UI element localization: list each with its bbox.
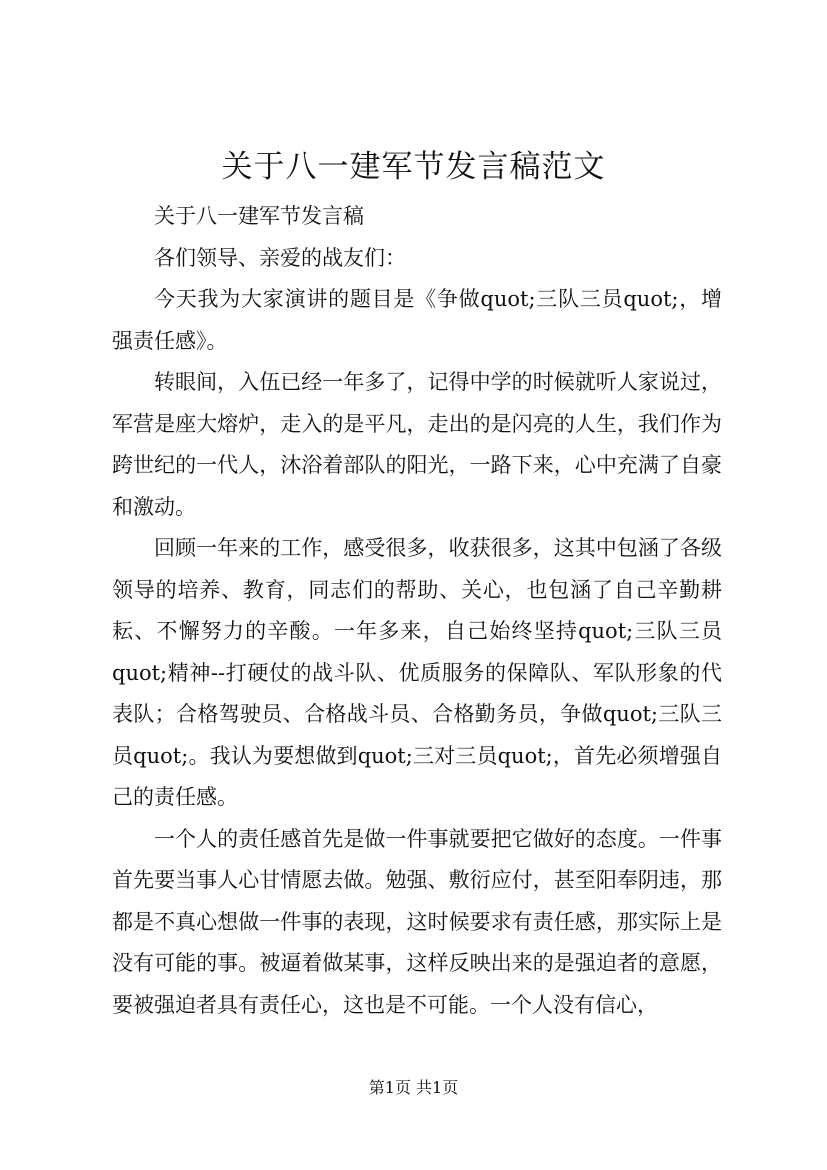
paragraph-enlistment: 转眼间，入伍已经一年多了，记得中学的时候就听人家说过，军营是座大熔炉，走入的是平凡，走出的是闪亮的人生，我们作为跨世纪的一代人，沐浴着部队的阳光，一路下来，心中充满了自豪和激动。: [112, 370, 722, 519]
page-footer: 第1页 共1页: [368, 1078, 459, 1097]
paragraph-review: 回顾一年来的工作，感受很多，收获很多，这其中包涵了各级领导的培养、教育，同志们的帮助、关心，也包涵了自己辛勤耕耘、不懈努力的辛酸。一年多来，自己始终坚持quot;三队三员quot;精神--打硬仗的战斗队、优质服务的保障队、军队形象的代表队；合格驾驶员、合格战斗员、合格勤务员，争做quot;三队三员quot;。我认为要想做到quot;三对三员quot;，首先必须增强自己的责任感。: [112, 536, 722, 809]
paragraph-subtitle: 关于八一建军节发言稿: [154, 204, 364, 228]
document-title: 关于八一建军节发言稿范文: [221, 149, 606, 185]
paragraph-salutation: 各们领导、亲爱的战友们：: [154, 245, 406, 270]
paragraph-topic: 今天我为大家演讲的题目是《争做quot;三队三员quot;，增强责任感》。: [112, 287, 722, 353]
document-body: [112, 196, 722, 1026]
paragraph-responsibility: 一个人的责任感首先是做一件事就要把它做好的态度。一件事首先要当事人心甘情愿去做。勉强、敷衍应付，甚至阳奉阴违，那都是不真心想做一件事的表现，这时候要求有责任感，那实际上是没有可能的事。被逼着做某事，这样反映出来的是强迫者的意愿，要被强迫者具有责任心，这也是不可能。一个人没有信心，: [112, 826, 722, 1017]
